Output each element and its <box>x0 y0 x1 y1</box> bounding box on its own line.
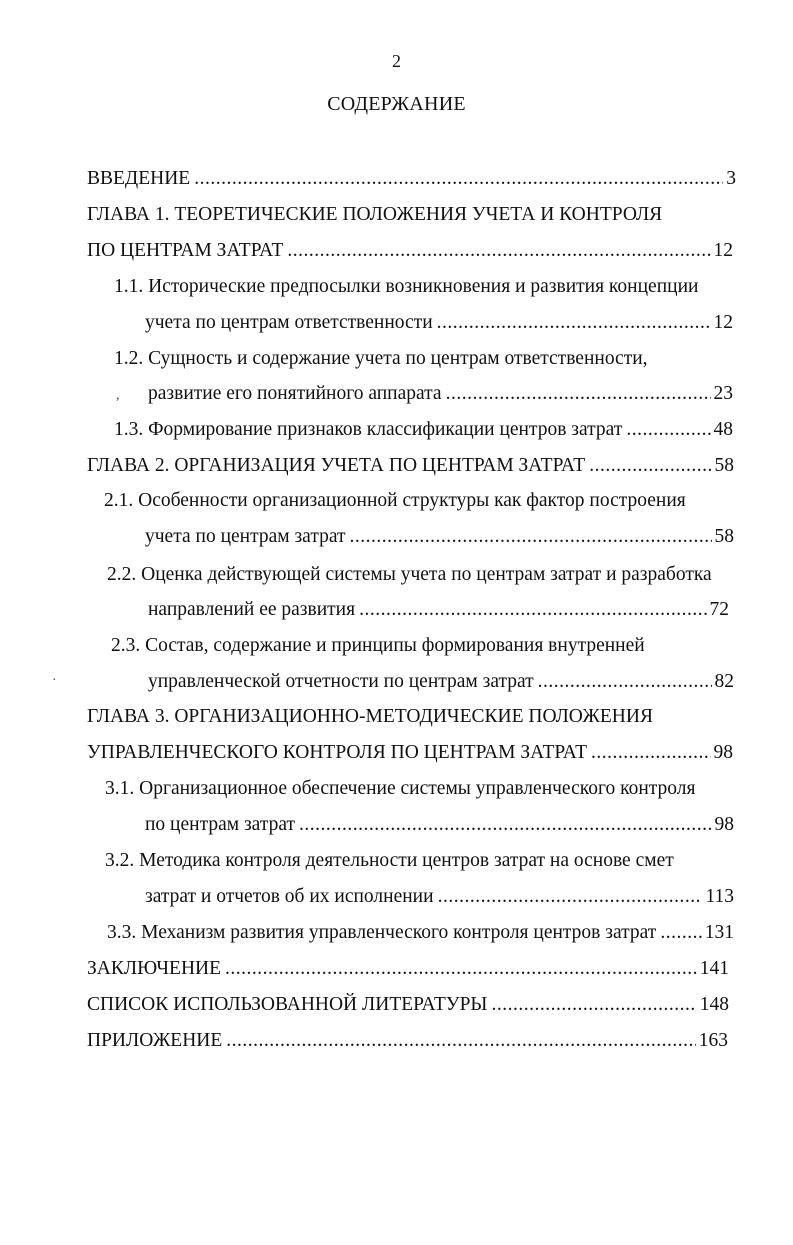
scan-speck: · <box>52 673 57 688</box>
toc-entry-chapter-3-line-1 <box>87 704 653 730</box>
toc-entry-section-3-2 <box>145 884 734 910</box>
toc-entry-section-1-1 <box>145 310 733 336</box>
toc-entry-title: развитие его понятийного аппарата <box>148 383 442 404</box>
toc-entry-title: учета по центрам ответственности <box>145 312 433 333</box>
toc-entry-title: ГЛАВА 2. ОРГАНИЗАЦИЯ УЧЕТА ПО ЦЕНТРАМ ЗАТРАТ <box>87 455 586 476</box>
toc-entry-page: 98 <box>714 814 734 835</box>
toc-entry-section-1-2-line-1 <box>114 346 648 372</box>
toc-entry-title: ГЛАВА 1. ТЕОРЕТИЧЕСКИЕ ПОЛОЖЕНИЯ УЧЕТА И КОНТРОЛЯ <box>87 204 663 225</box>
toc-leader-dots <box>225 956 697 982</box>
toc-entry-section-3-1 <box>145 812 734 838</box>
toc-leader-dots <box>491 992 696 1018</box>
toc-entry-page: 3 <box>726 168 736 189</box>
page-number: 2 <box>392 51 401 71</box>
toc-leader-dots <box>437 310 711 336</box>
toc-entry-title: 3.1. Организационное обеспечение системы управленческого контроля <box>105 778 696 799</box>
toc-entry-page: 12 <box>713 312 733 333</box>
toc-entry-title: 2.2. Оценка действующей системы учета по центрам затрат и разработка <box>107 564 712 585</box>
toc-entry-page: 113 <box>705 886 734 907</box>
toc-entry-title: 3.3. Механизм развития управленческого контроля центров затрат <box>107 922 657 943</box>
toc-entry-page: 58 <box>714 455 734 476</box>
toc-entry-title: 3.2. Методика контроля деятельности центров затрат на основе смет <box>105 850 674 871</box>
toc-leader-dots <box>350 524 712 550</box>
toc-entry-title: 2.3. Состав, содержание и принципы формирования внутренней <box>111 635 645 656</box>
toc-leader-dots <box>287 238 710 264</box>
toc-entry-title: 1.2. Сущность и содержание учета по центрам ответственности, <box>114 348 648 369</box>
toc-entry-title: ГЛАВА 3. ОРГАНИЗАЦИОННО-МЕТОДИЧЕСКИЕ ПОЛОЖЕНИЯ <box>87 706 653 727</box>
toc-leader-dots <box>226 1028 695 1054</box>
toc-leader-dots <box>626 417 710 443</box>
toc-entry-title: ЗАКЛЮЧЕНИЕ <box>87 958 222 979</box>
toc-entry-title: 1.1. Исторические предпосылки возникновения и развития концепции <box>114 276 699 297</box>
toc-entry-section-3-1-line-1 <box>105 776 695 802</box>
toc-entry-section-3-2-line-1 <box>105 848 674 874</box>
toc-entry-introduction <box>87 166 736 192</box>
toc-entry-title: ПРИЛОЖЕНИЕ <box>87 1030 223 1051</box>
toc-entry-section-2-2 <box>148 597 729 623</box>
toc-entry-section-1-1-line-1 <box>114 274 698 300</box>
toc-entry-title: учета по центрам затрат <box>145 526 346 547</box>
toc-entry-title: 1.3. Формирование признаков классификации центров затрат <box>114 419 623 440</box>
toc-entry-title: 2.1. Особенности организационной структуры как фактор построения <box>104 490 686 511</box>
toc-entry-page: 141 <box>699 958 729 979</box>
toc-entry-section-2-3-line-1 <box>111 633 645 659</box>
toc-entry-page: 48 <box>713 419 733 440</box>
toc-entry-section-1-3 <box>114 417 733 443</box>
toc-leader-dots <box>538 669 712 695</box>
toc-leader-dots <box>591 740 711 766</box>
toc-entry-section-1-2 <box>148 381 733 407</box>
toc-leader-dots <box>194 166 723 192</box>
toc-entry-page: 58 <box>714 526 734 547</box>
toc-entry-title: по центрам затрат <box>145 814 296 835</box>
toc-entry-chapter-3 <box>87 740 733 766</box>
toc-entry-page: 98 <box>713 742 733 763</box>
toc-entry-conclusion <box>87 956 729 982</box>
page-title: СОДЕРЖАНИЕ <box>327 93 466 115</box>
toc-leader-dots <box>299 812 711 838</box>
toc-entry-title: затрат и отчетов об их исполнении <box>145 886 434 907</box>
toc-entry-section-2-1 <box>145 524 734 550</box>
toc-entry-page: 82 <box>714 671 734 692</box>
toc-entry-page: 23 <box>713 383 733 404</box>
toc-entry-section-2-1-line-1 <box>104 488 686 514</box>
toc-leader-dots <box>446 381 711 407</box>
toc-entry-title: СПИСОК ИСПОЛЬЗОВАННОЙ ЛИТЕРАТУРЫ <box>87 994 488 1015</box>
toc-entry-title: управленческой отчетности по центрам затрат <box>148 671 534 692</box>
toc-entry-chapter-1 <box>87 238 733 264</box>
toc-leader-dots <box>438 884 703 910</box>
toc-leader-dots <box>359 597 706 623</box>
toc-leader-dots <box>660 920 701 946</box>
toc-entry-title: направлений ее развития <box>148 599 356 620</box>
scan-speck: , <box>116 388 120 403</box>
toc-entry-page: 148 <box>699 994 729 1015</box>
toc-entry-title: УПРАВЛЕНЧЕСКОГО КОНТРОЛЯ ПО ЦЕНТРАМ ЗАТРАТ <box>87 742 587 763</box>
toc-entry-page: 163 <box>698 1030 728 1051</box>
toc-entry-title: ПО ЦЕНТРАМ ЗАТРАТ <box>87 240 284 261</box>
toc-entry-section-3-3 <box>107 920 734 946</box>
toc-entry-chapter-2 <box>87 453 734 479</box>
toc-entry-appendix <box>87 1028 728 1054</box>
toc-leader-dots <box>589 453 711 479</box>
toc-entry-page: 131 <box>704 922 734 943</box>
toc-entry-section-2-2-line-1 <box>107 562 712 588</box>
toc-entry-title: ВВЕДЕНИЕ <box>87 168 191 189</box>
toc-entry-page: 12 <box>713 240 733 261</box>
toc-entry-section-2-3 <box>148 669 734 695</box>
toc-entry-references <box>87 992 729 1018</box>
toc-entry-page: 72 <box>709 599 729 620</box>
toc-entry-chapter-1-line-1 <box>87 202 662 228</box>
